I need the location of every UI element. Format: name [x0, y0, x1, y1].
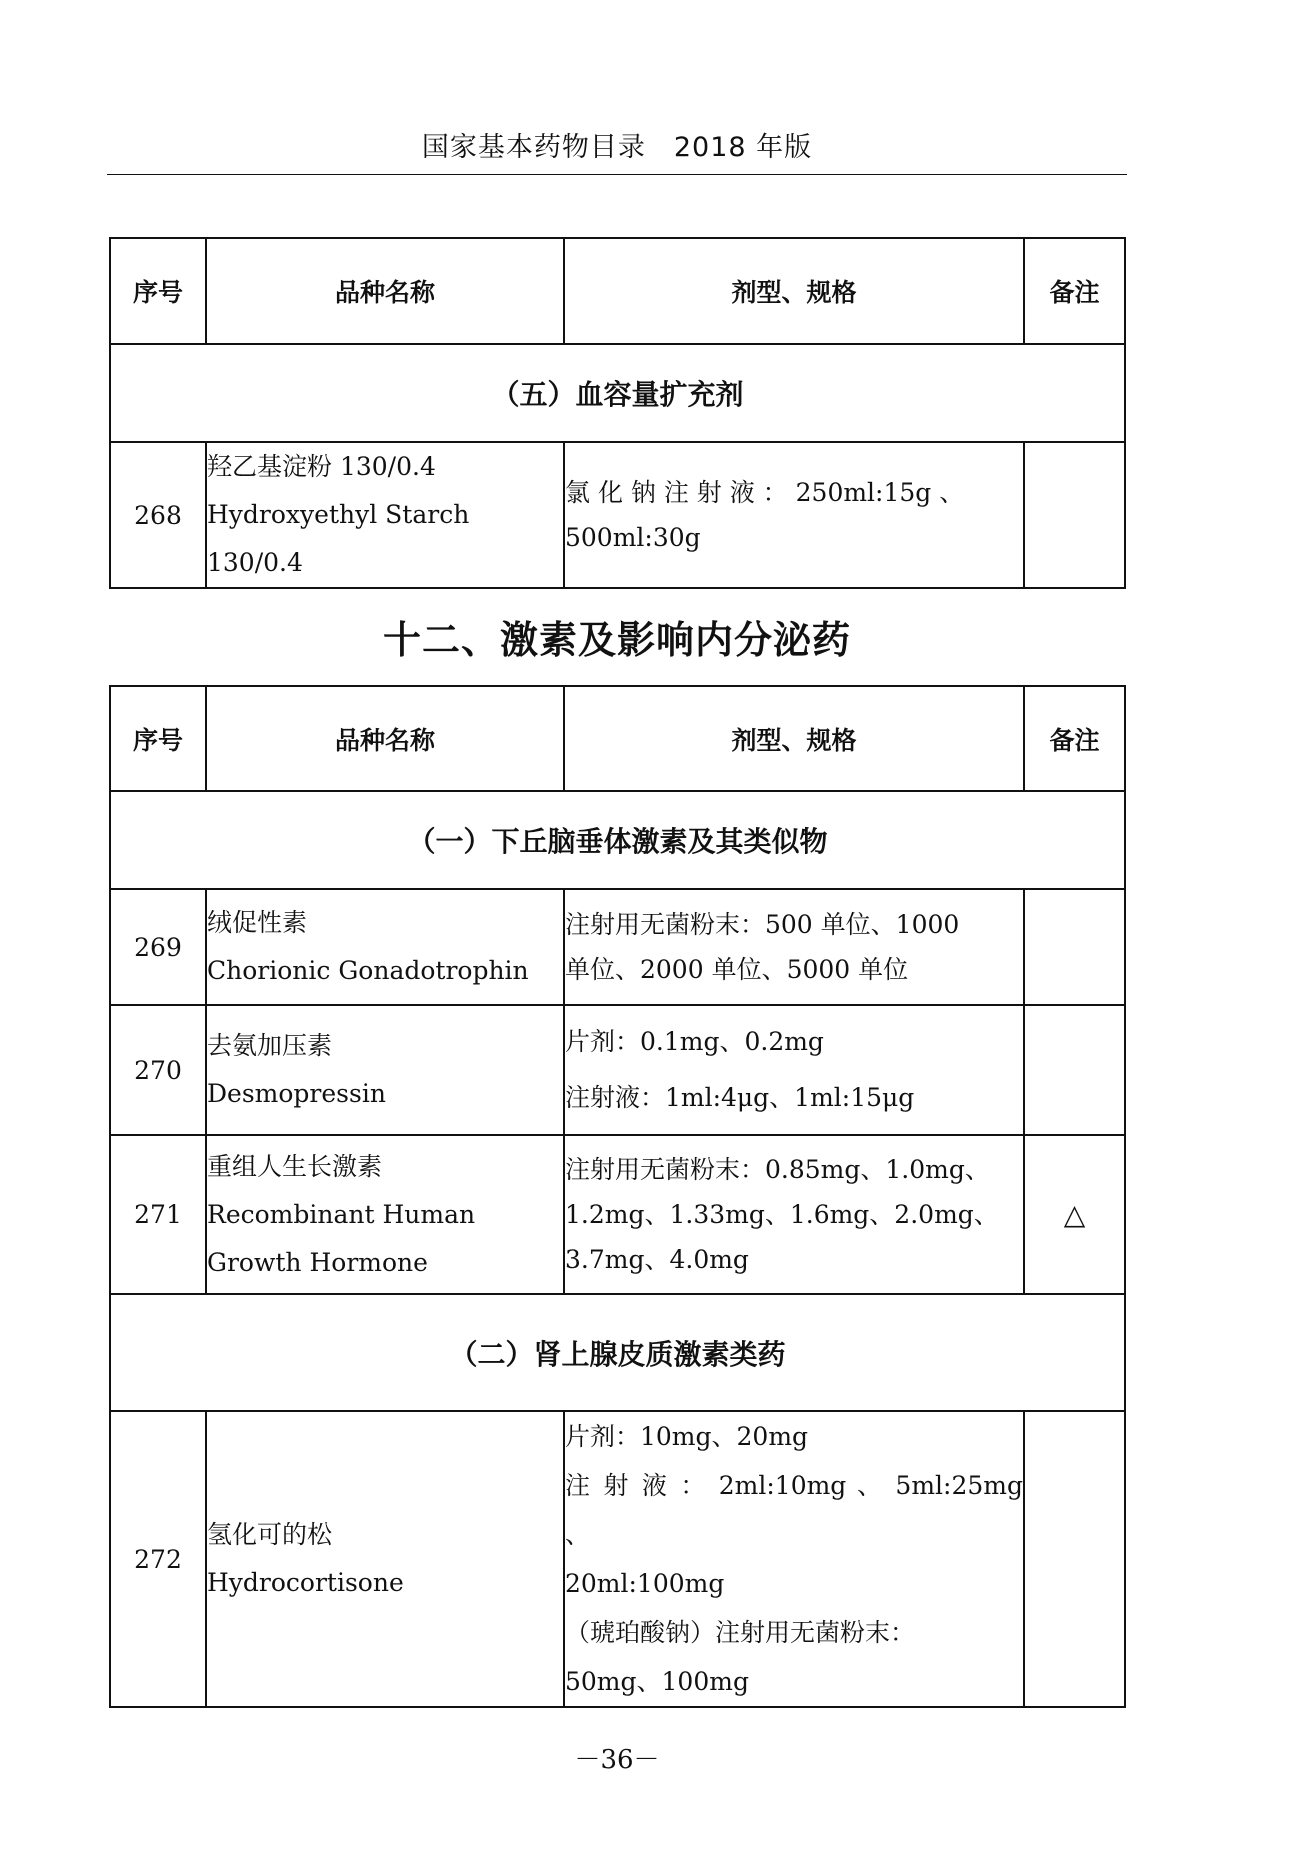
row-number: 271	[110, 1135, 206, 1294]
spec-cell	[564, 442, 1024, 588]
drug-name-cell	[206, 442, 564, 588]
spec-line: 20ml:100mg	[565, 1569, 725, 1598]
drug-name-en: Hydroxyethyl Starch	[207, 500, 470, 529]
section-title: （五）血容量扩充剂	[110, 344, 1125, 442]
col-header-name: 品种名称	[206, 686, 564, 791]
spec-line: 注射用无菌粉末：500 单位、1000	[565, 910, 960, 939]
spec-line: 注射用无菌粉末：0.85mg、1.0mg、	[565, 1155, 990, 1184]
spec-cell	[564, 889, 1024, 1005]
spec-line: 3.7mg、4.0mg	[565, 1245, 749, 1274]
col-header-no: 序号	[110, 238, 206, 344]
section-row	[110, 791, 1125, 889]
drug-name-cell	[206, 1135, 564, 1294]
row-number: 270	[110, 1005, 206, 1135]
section-row	[110, 1294, 1125, 1411]
drug-table-blood-volume	[109, 237, 1126, 589]
spec-line: 注射液：1ml:4μg、1ml:15μg	[565, 1083, 915, 1112]
note-cell: △	[1024, 1135, 1125, 1294]
drug-name-en: Hydrocortisone	[207, 1568, 404, 1597]
drug-name-cn: 去氨加压素	[207, 1031, 333, 1060]
row-number: 268	[110, 442, 206, 588]
section-title: （一）下丘脑垂体激素及其类似物	[110, 791, 1125, 889]
running-header: 国家基本药物目录 2018 年版	[421, 132, 813, 163]
drug-name-en: Chorionic Gonadotrophin	[207, 956, 529, 985]
spec-line: 1.2mg、1.33mg、1.6mg、2.0mg、	[565, 1200, 999, 1229]
note-cell	[1024, 1411, 1125, 1707]
drug-name-en: Desmopressin	[207, 1079, 386, 1108]
table-row	[110, 442, 1125, 588]
col-header-spec: 剂型、规格	[564, 238, 1024, 344]
col-header-note: 备注	[1024, 238, 1125, 344]
spec-line: 片剂：10mg、20mg	[565, 1422, 809, 1451]
note-cell	[1024, 889, 1125, 1005]
spec-line: 注 射 液 ： 2ml:10mg 、 5ml:25mg 、	[565, 1471, 1023, 1549]
spec-line: 氯 化 钠 注 射 液 ： 250ml:15g 、	[565, 478, 965, 507]
spec-line: 500ml:30g	[565, 523, 701, 552]
note-cell	[1024, 442, 1125, 588]
table-header-row	[110, 686, 1125, 791]
note-cell	[1024, 1005, 1125, 1135]
row-number: 272	[110, 1411, 206, 1707]
drug-name-cell	[206, 889, 564, 1005]
row-number: 269	[110, 889, 206, 1005]
drug-name-cn: 氢化可的松	[207, 1520, 333, 1549]
col-header-note: 备注	[1024, 686, 1125, 791]
chapter-title: 十二、激素及影响内分泌药	[382, 618, 851, 662]
section-row	[110, 344, 1125, 442]
spec-cell	[564, 1005, 1024, 1135]
drug-name-en: Recombinant Human	[207, 1199, 476, 1229]
drug-name-cn: 羟乙基淀粉 130/0.4	[207, 452, 436, 481]
drug-name-cell	[206, 1005, 564, 1135]
spec-line: 片剂：0.1mg、0.2mg	[565, 1027, 824, 1056]
drug-name-cn: 绒促性素	[207, 908, 308, 937]
drug-name-cell	[206, 1411, 564, 1707]
col-header-name: 品种名称	[206, 238, 564, 344]
col-header-spec: 剂型、规格	[564, 686, 1024, 791]
spec-cell	[564, 1135, 1024, 1294]
spec-line: 单位、2000 单位、5000 单位	[565, 955, 909, 984]
table-header-row	[110, 238, 1125, 344]
table-row	[110, 1005, 1125, 1135]
spec-line: 50mg、100mg	[565, 1667, 749, 1696]
spec-line: （琥珀酸钠）注射用无菌粉末：	[565, 1618, 916, 1647]
table-row	[110, 1135, 1125, 1294]
drug-name-en: Growth Hormone	[207, 1247, 428, 1277]
header-rule	[107, 174, 1127, 175]
page-number: －36－	[574, 1745, 660, 1775]
drug-name-en: 130/0.4	[207, 548, 303, 577]
col-header-no: 序号	[110, 686, 206, 791]
section-title: （二）肾上腺皮质激素类药	[110, 1294, 1125, 1411]
table-row	[110, 1411, 1125, 1707]
drug-name-cn: 重组人生长激素	[207, 1151, 383, 1181]
table-row	[110, 889, 1125, 1005]
spec-cell	[564, 1411, 1024, 1707]
drug-table-hormones	[109, 685, 1126, 1708]
